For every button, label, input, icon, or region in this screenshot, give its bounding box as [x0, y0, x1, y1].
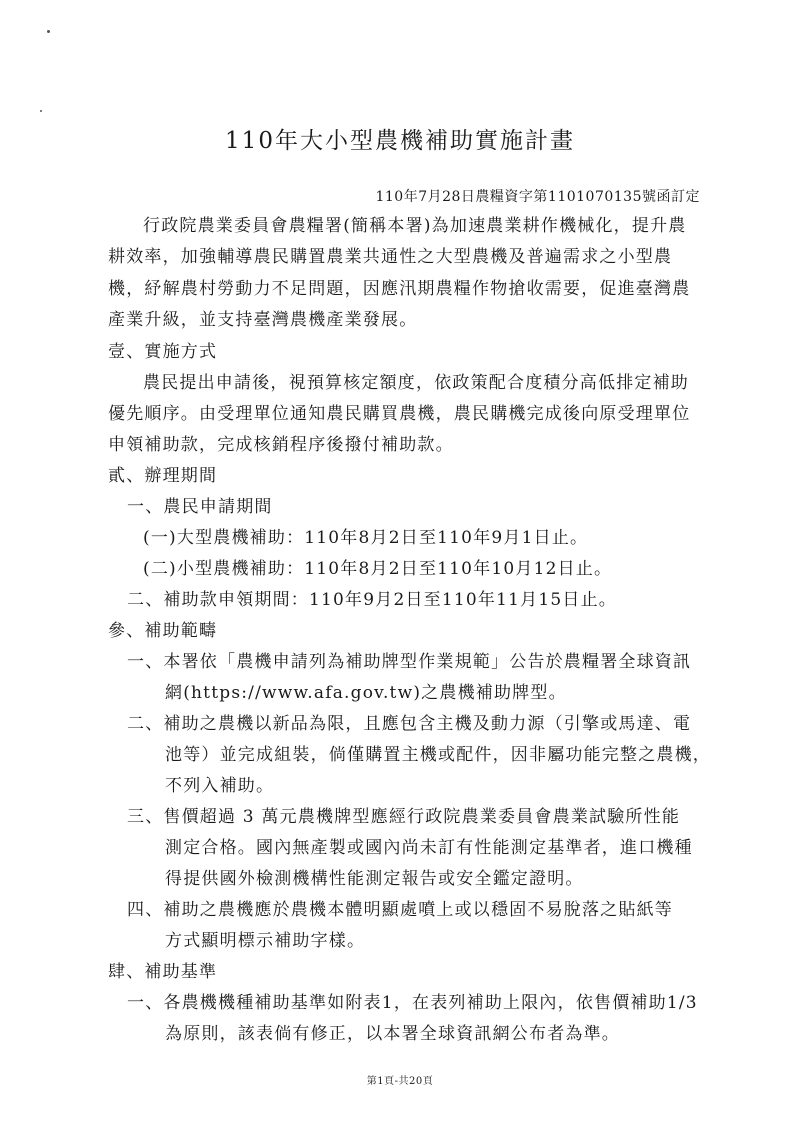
list-item-continuation: 不列入補助。	[165, 776, 275, 796]
list-item-continuation: 網(https://www.afa.gov.tw)之農機補助牌型。	[165, 683, 567, 703]
paragraph-line: 優先順序。由受理單位通知農民購買農機，農民購機完成後向原受理單位	[108, 404, 691, 424]
list-item-continuation: 方式顯明標示補助字樣。	[165, 931, 366, 951]
sub-list-item: (一)大型農機補助：110年8月2日至110年9月1日止。	[143, 528, 589, 548]
section-heading: 肆、補助基準	[108, 962, 218, 982]
sub-list-item: (二)小型農機補助：110年8月2日至110年10月12日止。	[143, 559, 613, 579]
section-heading: 參、補助範疇	[108, 621, 218, 641]
paragraph-line: 機，紓解農村勞動力不足問題，因應汛期農糧作物搶收需要，促進臺灣農	[108, 279, 691, 299]
page-number-footer: 第1頁-共20頁	[366, 1076, 434, 1087]
section-heading: 貳、辦理期間	[108, 466, 218, 486]
list-item: 四、補助之農機應於農機本體明顯處噴上或以穩固不易脫落之貼紙等	[127, 900, 673, 920]
list-item-continuation: 為原則，該表倘有修正，以本署全球資訊網公布者為準。	[165, 1024, 620, 1044]
scan-speck	[47, 30, 50, 33]
list-item: 三、售價超過 3 萬元農機牌型應經行政院農業委員會農業試驗所性能	[127, 807, 681, 827]
list-item: 一、各農機機種補助基準如附表1，在表列補助上限內，依售價補助1/3	[127, 993, 698, 1013]
list-item-continuation: 得提供國外檢測機構性能測定報告或安全鑑定證明。	[165, 869, 584, 889]
scan-speck	[40, 110, 42, 112]
list-item: 一、農民申請期間	[127, 497, 273, 517]
paragraph-line: 申領補助款，完成核銷程序後撥付補助款。	[108, 435, 454, 455]
paragraph-line: 產業升級，並支持臺灣農機產業發展。	[108, 310, 418, 330]
page-title: 110年大小型農機補助實施計畫	[225, 128, 575, 154]
list-item: 二、補助款申領期間：110年9月2日至110年11月15日止。	[127, 590, 617, 610]
paragraph-line: 行政院農業委員會農糧署(簡稱本署)為加速農業耕作機械化，提升農	[143, 216, 687, 236]
paragraph-line: 耕效率，加強輔導農民購置農業共通性之大型農機及普遍需求之小型農	[108, 247, 673, 267]
section-heading: 壹、實施方式	[108, 342, 218, 362]
list-item-continuation: 測定合格。國內無產製或國內尚未訂有性能測定基準者，進口機種	[165, 838, 693, 858]
list-item-continuation: 池等）並完成組裝，倘僅購置主機或配件，因非屬功能完整之農機，	[165, 745, 711, 765]
paragraph-line: 農民提出申請後，視預算核定額度，依政策配合度積分高低排定補助	[143, 373, 689, 393]
list-item: 二、補助之農機以新品為限，且應包含主機及動力源（引擎或馬達、電	[127, 714, 692, 734]
list-item: 一、本署依「農機申請列為補助牌型作業規範」公告於農糧署全球資訊	[127, 652, 692, 672]
reference-line: 110年7月28日農糧資字第1101070135號函訂定	[375, 189, 700, 205]
